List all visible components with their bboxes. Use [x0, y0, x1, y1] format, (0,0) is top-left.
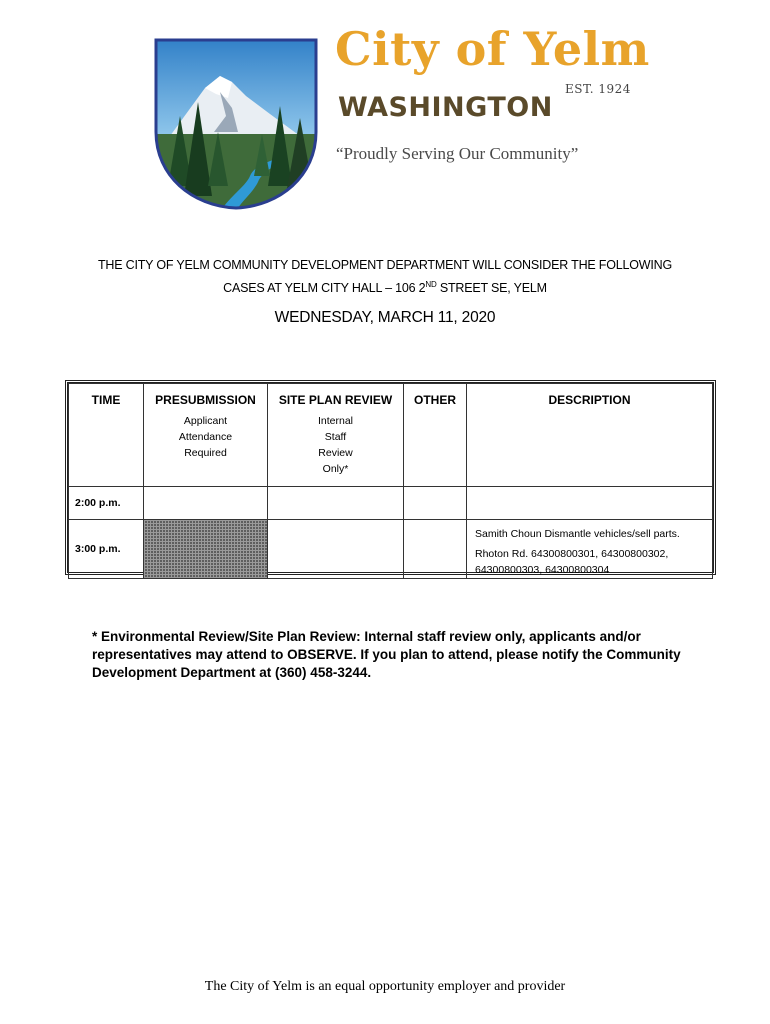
case-schedule-table: [65, 380, 716, 575]
row-presubmission-cell-shaded: [144, 520, 268, 579]
header-sub-line: Required: [184, 447, 227, 459]
header-sub-line: Internal: [317, 415, 354, 427]
header-time-label: TIME: [91, 393, 121, 407]
header-sub-line: Review: [318, 447, 353, 459]
agenda-heading-line-2: [0, 280, 770, 295]
header-sub-line: Attendance: [178, 431, 233, 443]
heading-address-part: CASES AT YELM CITY HALL – 106 2: [223, 281, 426, 296]
header-sub-line: Staff: [324, 431, 347, 443]
row-other-cell: [404, 520, 467, 579]
row-site-plan-cell: [268, 520, 404, 579]
agenda-heading-line-1: THE CITY OF YELM COMMUNITY DEVELOPMENT DEPARTMENT WILL CONSIDER THE FOLLOWING: [97, 258, 673, 272]
logo-tagline: “Proudly Serving Our Community”: [336, 144, 579, 163]
heading-ordinal-suffix: ND: [425, 280, 437, 289]
header-other: [404, 384, 467, 487]
header-description-label: DESCRIPTION: [548, 393, 631, 407]
header-sub-line: Only*: [322, 463, 349, 475]
header-presubmission-label: PRESUBMISSION: [155, 393, 256, 407]
header-other-label: OTHER: [414, 393, 456, 407]
logo-city-name: City of Yelm: [335, 22, 650, 76]
row-other-cell: [404, 487, 467, 520]
description-line: 64300800303, 64300800304: [475, 564, 610, 576]
table-row: [69, 487, 713, 520]
row-time-label: 3:00 p.m.: [75, 543, 121, 555]
city-seal-logo: [150, 36, 322, 212]
row-time-label: 2:00 p.m.: [75, 497, 121, 509]
header-site-plan-label: SITE PLAN REVIEW: [278, 393, 393, 407]
row-presubmission-cell: [144, 487, 268, 520]
meeting-date: WEDNESDAY, MARCH 11, 2020: [274, 309, 496, 326]
description-line: Rhoton Rd. 64300800301, 64300800302,: [475, 548, 669, 560]
row-time: [69, 487, 144, 520]
row-site-plan-cell: [268, 487, 404, 520]
logo-established: EST. 1924: [565, 82, 631, 96]
header-presubmission: [144, 384, 268, 487]
header-description: [467, 384, 713, 487]
header-sub-line: Applicant: [183, 415, 228, 427]
header-site-plan-review: [268, 384, 404, 487]
logo-state: WASHINGTON: [338, 92, 553, 123]
table-header-row: [69, 384, 713, 487]
row-time: [69, 520, 144, 579]
row-description-cell: [467, 520, 713, 579]
heading-street-part: STREET SE, YELM: [436, 281, 547, 296]
description-line: Samith Choun Dismantle vehicles/sell parts.: [475, 528, 680, 540]
footer-statement: The City of Yelm is an equal opportunity employer and provider: [204, 979, 566, 994]
table-row: [69, 520, 713, 579]
review-note: * Environmental Review/Site Plan Review: Internal staff review only, applicants and/or representatives may attend to OBSERVE. If you plan to attend, please notify the Community Development Department at (360) 458-3244.: [92, 629, 681, 680]
row-description-cell: [467, 487, 713, 520]
header-time: [69, 384, 144, 487]
